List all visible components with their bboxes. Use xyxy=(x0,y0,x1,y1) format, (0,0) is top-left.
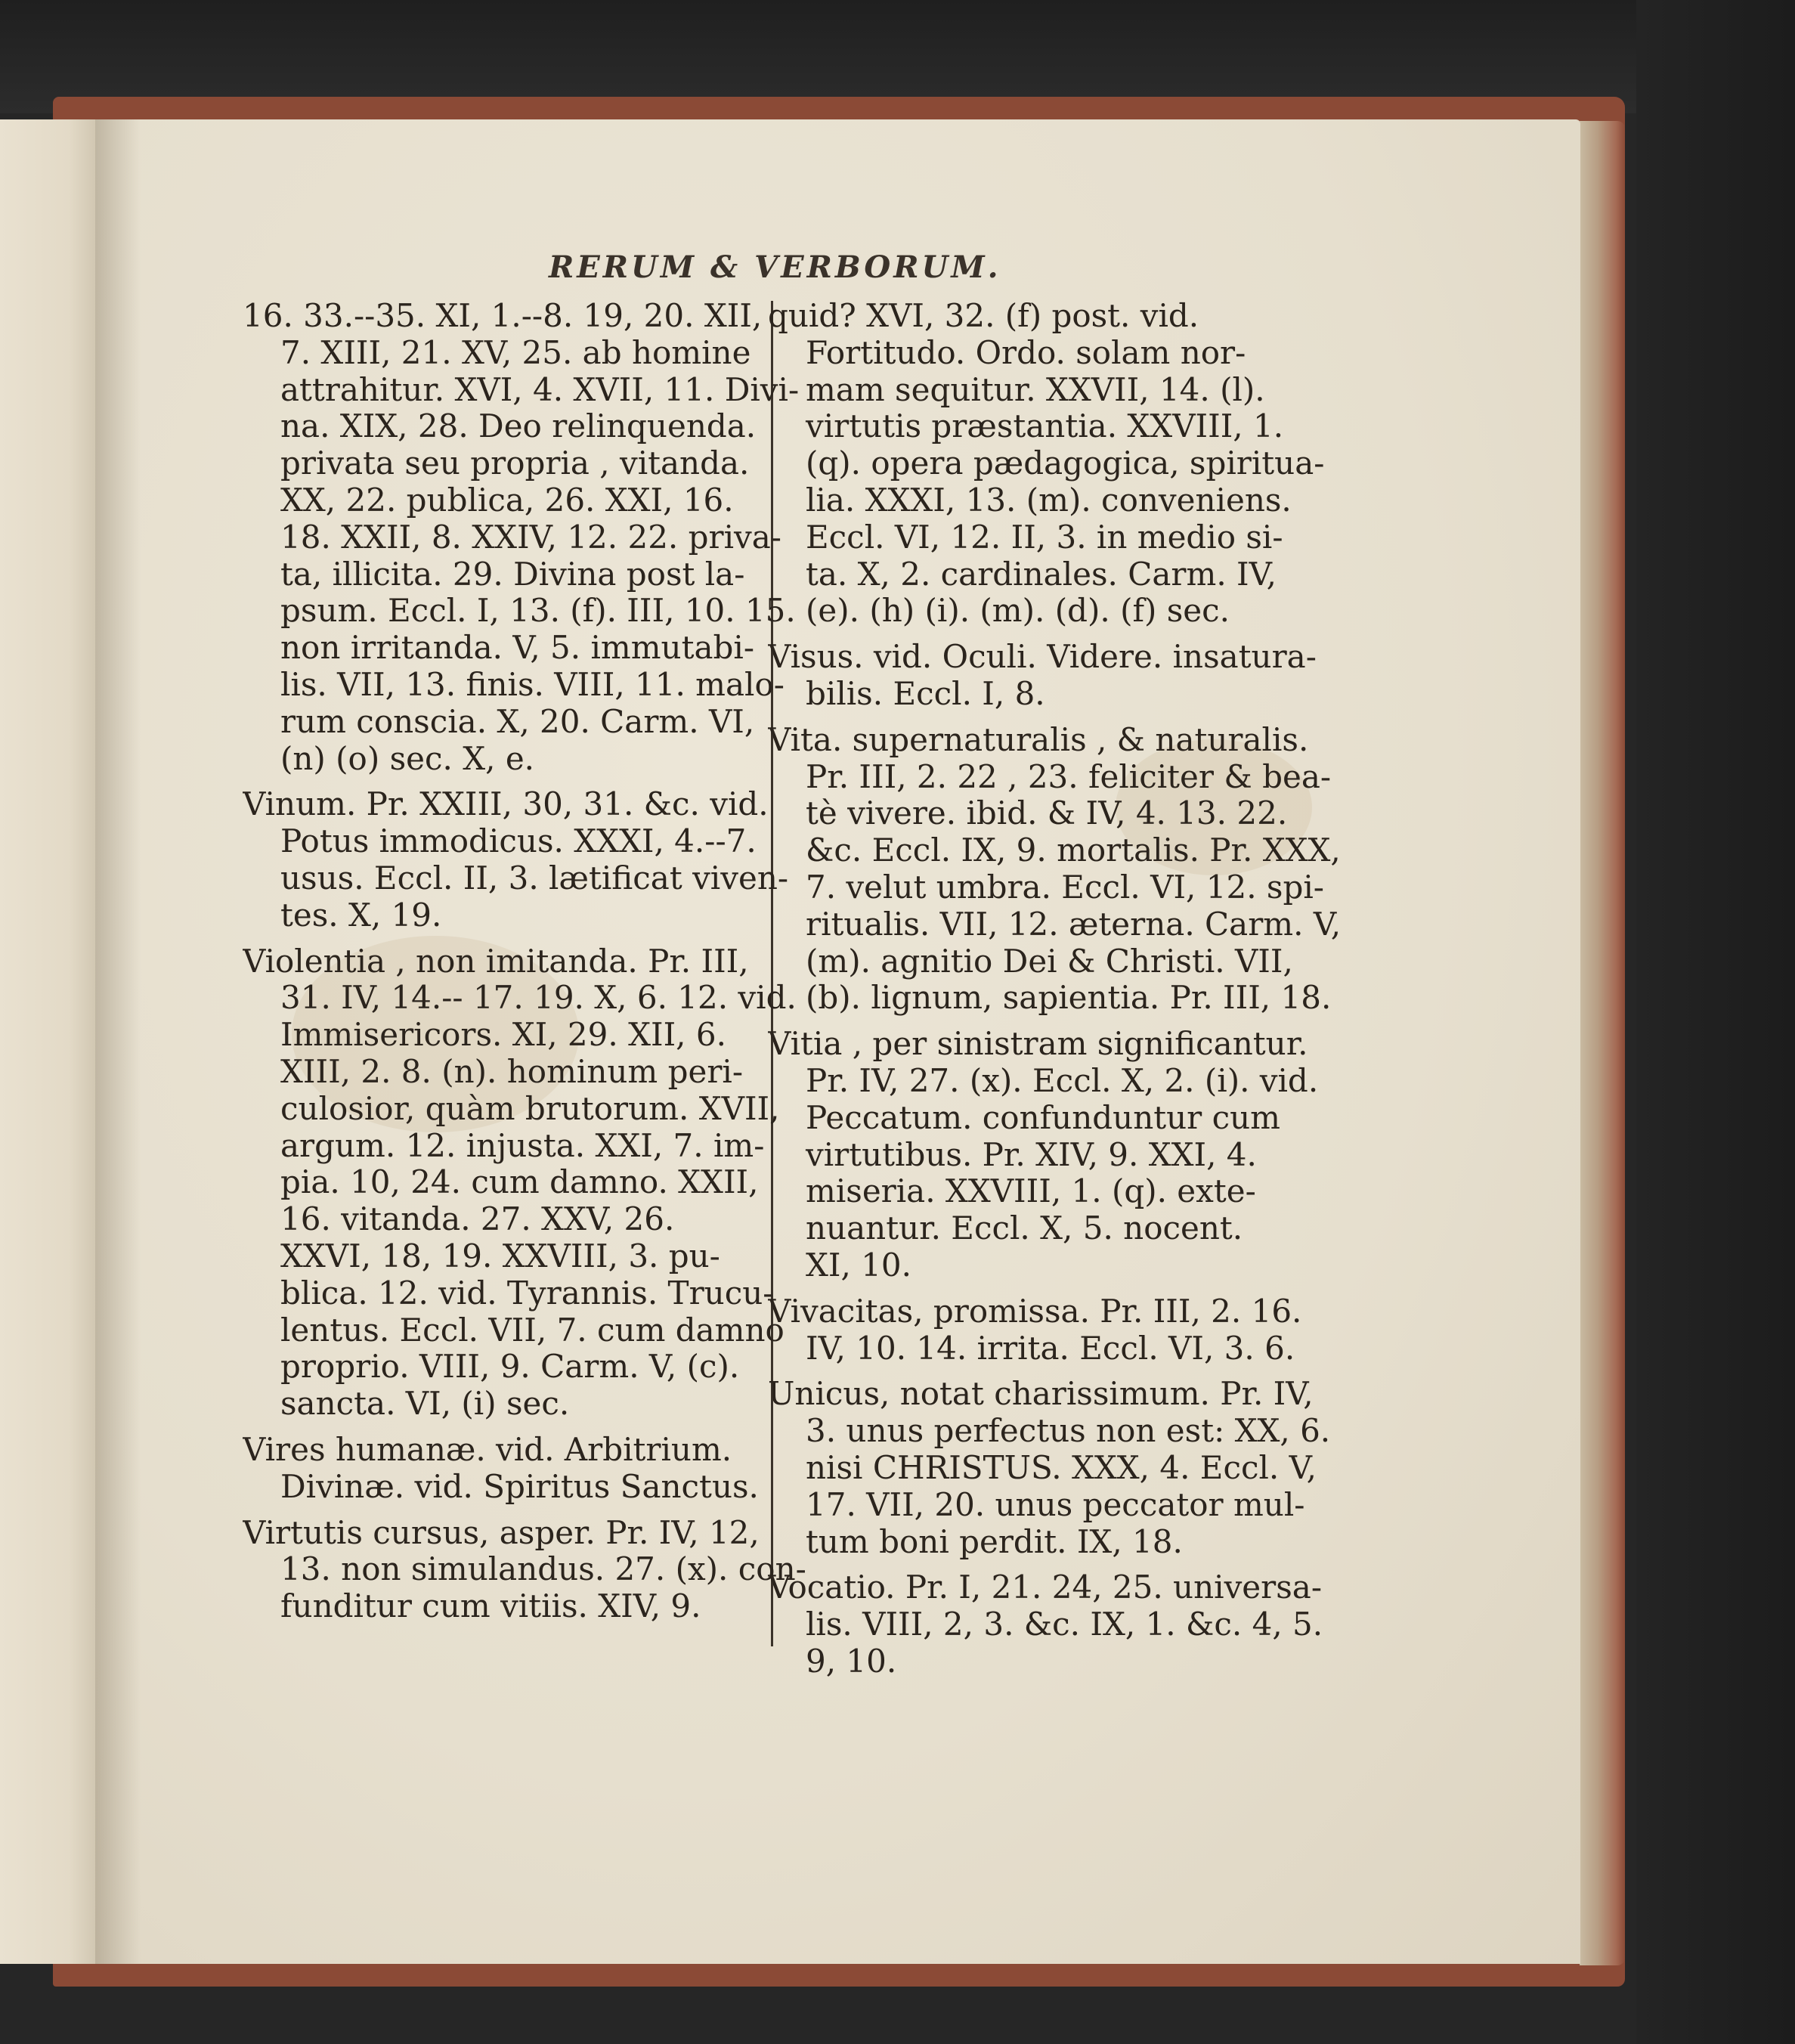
index-entry xyxy=(768,1569,1395,1680)
entry-line: virtutibus. Pr. XIV, 9. XXI, 4. xyxy=(806,1136,1257,1173)
entry-line: tum boni perdit. IX, 18. xyxy=(806,1523,1183,1560)
entry-line: lentus. Eccl. VII, 7. cum damno xyxy=(280,1312,785,1349)
entry-line: privata seu propria , vitanda. xyxy=(280,445,750,482)
entry-line: argum. 12. injusta. XXI, 7. im- xyxy=(280,1127,765,1164)
right-column xyxy=(768,298,1395,1689)
entry-line: blica. 12. vid. Tyrannis. Trucu- xyxy=(280,1274,774,1312)
index-entry xyxy=(768,1376,1395,1560)
entry-line: Eccl. VI, 12. II, 3. in medio si- xyxy=(806,519,1283,556)
entry-line: (b). lignum, sapientia. Pr. III, 18. xyxy=(806,980,1332,1017)
entry-line: proprio. VIII, 9. Carm. V, (c). xyxy=(280,1349,740,1386)
entry-line: Vires humanæ. vid. Arbitrium. xyxy=(243,1431,732,1468)
entry-line: Violentia , non imitanda. Pr. III, xyxy=(243,943,749,980)
entry-line: XIII, 2. 8. (n). hominum peri- xyxy=(280,1053,744,1090)
entry-line: attrahitur. XVI, 4. XVII, 11. Divi- xyxy=(280,371,800,408)
book-page-edge xyxy=(1580,121,1625,1965)
entry-line: miseria. XXVIII, 1. (q). exte- xyxy=(806,1173,1256,1210)
entry-line: Pr. III, 2. 22 , 23. feliciter & bea- xyxy=(806,758,1332,795)
entry-line: Vocatio. Pr. I, 21. 24, 25. universa- xyxy=(768,1569,1323,1606)
entry-line: XX, 22. publica, 26. XXI, 16. xyxy=(280,482,734,519)
index-entry xyxy=(768,1293,1395,1367)
entry-line: na. XIX, 28. Deo relinquenda. xyxy=(280,408,757,445)
entry-line: nisi CHRISTUS. XXX, 4. Eccl. V, xyxy=(806,1449,1317,1486)
entry-line: XI, 10. xyxy=(806,1247,911,1284)
entry-line: 16. 33.--35. XI, 1.--8. 19, 20. XII, xyxy=(243,298,763,334)
entry-line: Potus immodicus. XXXI, 4.--7. xyxy=(280,823,757,860)
running-head: RERUM & VERBORUM. xyxy=(549,249,1001,285)
left-page-edge xyxy=(0,119,101,1964)
entry-line: ta. X, 2. cardinales. Carm. IV, xyxy=(806,556,1277,593)
entry-line: ta, illicita. 29. Divina post la- xyxy=(280,556,745,593)
index-entry xyxy=(768,1026,1395,1284)
book-page xyxy=(95,119,1580,1964)
entry-line: 18. XXII, 8. XXIV, 12. 22. priva- xyxy=(280,519,781,556)
entry-line: rum conscia. X, 20. Carm. VI, xyxy=(280,703,755,740)
entry-line: 7. velut umbra. Eccl. VI, 12. spi- xyxy=(806,869,1324,906)
index-entry xyxy=(768,639,1395,713)
entry-line: 31. IV, 14.-- 17. 19. X, 6. 12. vid. xyxy=(280,980,797,1017)
entry-line: Vitia , per sinistram significantur. xyxy=(768,1026,1308,1063)
entry-line: 16. vitanda. 27. XXV, 26. xyxy=(280,1201,675,1238)
entry-line: 13. non simulandus. 27. (x). con- xyxy=(280,1551,806,1588)
entry-line: 3. unus perfectus non est: XX, 6. xyxy=(806,1413,1331,1450)
entry-line: Pr. IV, 27. (x). Eccl. X, 2. (i). vid. xyxy=(806,1062,1319,1099)
entry-line: mam sequitur. XXVII, 14. (l). xyxy=(806,371,1265,408)
gutter-shadow xyxy=(95,119,141,1964)
entry-line: bilis. Eccl. I, 8. xyxy=(806,675,1045,712)
entry-line: Vita. supernaturalis , & naturalis. xyxy=(768,721,1309,758)
entry-line: psum. Eccl. I, 13. (f). III, 10. 15. xyxy=(280,593,796,630)
entry-line: Virtutis cursus, asper. Pr. IV, 12, xyxy=(243,1514,760,1551)
index-entry xyxy=(768,298,1395,630)
entry-line: quid? XVI, 32. (f) post. vid. xyxy=(768,298,1199,334)
entry-line: Peccatum. confunduntur cum xyxy=(806,1099,1281,1136)
entry-line: (q). opera pædagogica, spiritua- xyxy=(806,445,1325,482)
entry-line: Vinum. Pr. XXIII, 30, 31. &c. vid. xyxy=(243,786,769,823)
entry-line: XXVI, 18, 19. XXVIII, 3. pu- xyxy=(280,1237,720,1274)
entry-line: 7. XIII, 21. XV, 25. ab homine xyxy=(280,334,751,371)
entry-line: tè vivere. ibid. & IV, 4. 13. 22. xyxy=(806,795,1288,832)
entry-line: tes. X, 19. xyxy=(280,897,442,934)
entry-line: culosior, quàm brutorum. XVII, xyxy=(280,1090,780,1127)
entry-line: lis. VIII, 2, 3. &c. IX, 1. &c. 4, 5. xyxy=(806,1606,1323,1643)
entry-line: Divinæ. vid. Spiritus Sanctus. xyxy=(280,1468,759,1505)
entry-line: Unicus, notat charissimum. Pr. IV, xyxy=(768,1376,1314,1413)
entry-line: 17. VII, 20. unus peccator mul- xyxy=(806,1486,1305,1523)
entry-line: Immisericors. XI, 29. XII, 6. xyxy=(280,1017,726,1054)
entry-line: usus. Eccl. II, 3. lætificat viven- xyxy=(280,859,789,897)
entry-line: IV, 10. 14. irrita. Eccl. VI, 3. 6. xyxy=(806,1330,1295,1367)
entry-line: Vivacitas, promissa. Pr. III, 2. 16. xyxy=(768,1293,1302,1330)
entry-line: Fortitudo. Ordo. solam nor- xyxy=(806,334,1246,371)
entry-line: nuantur. Eccl. X, 5. nocent. xyxy=(806,1210,1243,1247)
entry-line: lia. XXXI, 13. (m). conveniens. xyxy=(806,482,1292,519)
entry-line: ritualis. VII, 12. æterna. Carm. V, xyxy=(806,906,1342,943)
entry-line: pia. 10, 24. cum damno. XXII, xyxy=(280,1164,759,1201)
entry-line: virtutis præstantia. XXVIII, 1. xyxy=(806,408,1284,445)
entry-line: funditur cum vitiis. XIV, 9. xyxy=(280,1588,701,1625)
entry-line: Visus. vid. Oculi. Videre. insatura- xyxy=(768,639,1317,676)
entry-line: non irritanda. V, 5. immutabi- xyxy=(280,630,755,667)
entry-line: sancta. VI, (i) sec. xyxy=(280,1386,570,1423)
entry-line: lis. VII, 13. finis. VIII, 11. malo- xyxy=(280,666,785,703)
entry-line: 9, 10. xyxy=(806,1643,897,1680)
background-right xyxy=(1636,0,1795,2044)
entry-line: (e). (h) (i). (m). (d). (f) sec. xyxy=(806,593,1230,630)
entry-line: (m). agnitio Dei & Christi. VII, xyxy=(806,943,1293,980)
index-entry xyxy=(768,722,1395,1017)
entry-line: &c. Eccl. IX, 9. mortalis. Pr. XXX, xyxy=(806,832,1341,869)
entry-line: (n) (o) sec. X, e. xyxy=(280,740,535,777)
